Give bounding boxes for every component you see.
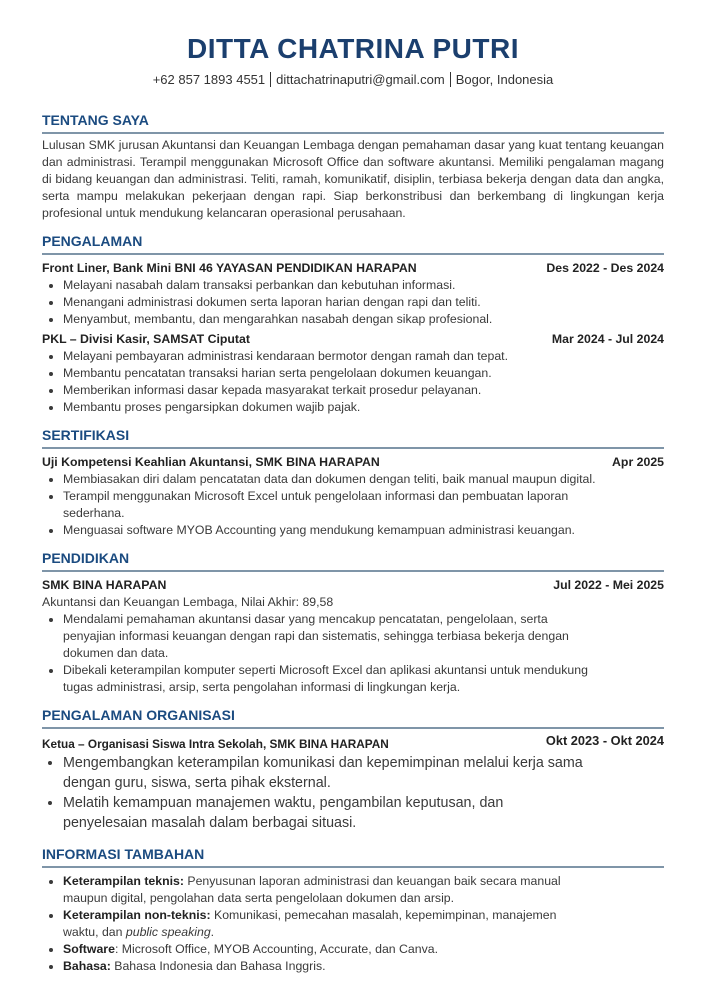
section-title-about: TENTANG SAYA [42,111,664,134]
item-label: Bahasa: [63,959,111,973]
list-item [63,907,584,941]
list-item: • Melatih kemampuan manajemen waktu, pengambilan keputusan, dan penyelesaian masalah dalam berbagai situasi. [63,793,584,833]
list-item: • Terampil menggunakan Microsoft Excel untuk pengelolaan informasi dan pembuatan laporan sederhana. [63,488,664,522]
item-label: Software [63,942,115,956]
certification-date: Apr 2025 [612,455,664,469]
bullet-list [42,873,664,975]
item-text: Bahasa Indonesia dan Bahasa Inggris. [110,959,326,973]
section-education [42,549,664,696]
list-item: • Membiasakan diri dalam pencatatan data dan dokumen dengan teliti, baik manual maupun digital. [63,471,664,488]
summary-text: Lulusan SMK jurusan Akuntansi dan Keuangan Lembaga dengan pemahaman dasar yang kuat tentang keuangan dan administrasi. Terampil menggunakan Microsoft Office dan software akuntansi. Memiliki pengalaman magang di bidang keuangan dan administrasi. Teliti, ramah, komunikatif, disiplin, terbiasa bekerja dengan data dan angka, serta mampu melakukan pekerjaan dengan rapi. Siap berkonstribusi dan berkembang di lingkungan kerja profesional untuk mendukung kelancaran operasional perusahaan. [42,138,664,220]
job-date: Des 2022 - Des 2024 [546,261,664,275]
section-additional [42,845,664,975]
experience-entry [42,331,664,416]
divider [450,72,451,87]
list-item: • Memberikan informasi dasar kepada masyarakat terkait prosedur pelayanan. [63,382,664,399]
email-address: dittachatrinaputri@gmail.com [276,72,445,87]
organization-date: Okt 2023 - Okt 2024 [545,733,664,748]
bullet-list [42,277,664,328]
bullet-list [42,471,664,539]
list-item: • Mengembangkan keterampilan komunikasi dan kepemimpinan melalui kerja sama dengan guru, siswa, serta pihak eksternal. [63,753,584,793]
candidate-name: DITTA CHATRINA PUTRI [187,33,519,64]
list-item: • Menangani administrasi dokumen serta laporan harian dengan rapi dan teliti. [63,294,664,311]
item-label: Keterampilan non-teknis: [63,908,211,922]
phone-number: +62 857 1893 4551 [152,72,266,87]
item-text: : Microsoft Office, MYOB Accounting, Accurate, dan Canva. [114,942,438,956]
item-text: Komunikasi, pemecahan masalah, kepemimpinan, manajemen waktu, dan [63,908,557,939]
list-item: • Menyambut, membantu, dan mengarahkan nasabah dengan sikap profesional. [63,311,664,328]
contact-line [42,71,664,89]
list-item: • Melayani nasabah dalam transaksi perbankan dan kebutuhan informasi. [63,277,664,294]
section-certification [42,426,664,539]
education-date: Jul 2022 - Mei 2025 [553,578,664,592]
bullet-list [42,611,664,696]
list-item: • Menguasai software MYOB Accounting yang mendukung kemampuan administrasi keuangan. [63,522,664,539]
location: Bogor, Indonesia [455,72,554,87]
certification-entry [42,454,664,539]
list-item [63,941,584,958]
list-item [63,958,584,975]
item-text: Penyusunan laporan administrasi dan keuangan baik secara manual maupun digital, pengolahan data serta pengelolaan dokumen dan arsip. [63,874,561,905]
organization-entry [42,732,664,833]
job-title: PKL – Divisi Kasir, SAMSAT Ciputat [42,332,250,346]
section-experience [42,232,664,416]
job-title: Front Liner, Bank Mini BNI 46 YAYASAN PENDIDIKAN HARAPAN [42,261,417,275]
certification-name: Uji Kompetensi Keahlian Akuntansi, SMK BINA HARAPAN [42,455,380,469]
item-label: Keterampilan teknis: [63,874,184,888]
list-item: • Membantu proses pengarsipkan dokumen wajib pajak. [63,399,664,416]
experience-entry [42,260,664,328]
bullet-list [42,348,664,416]
section-organization [42,706,664,833]
job-date: Mar 2024 - Jul 2024 [551,332,664,346]
list-item: • Dibekali keterampilan komputer seperti Microsoft Excel dan aplikasi akuntansi untuk mendukung tugas administrasi, arsip, serta pengolahan informasi di lingkungan kerja. [63,662,614,696]
bullet-list [42,753,664,833]
school-name: SMK BINA HARAPAN [42,578,167,592]
item-text-italic: public speaking [125,925,211,939]
organization-role: Ketua – Organisasi Siswa Intra Sekolah, SMK BINA HARAPAN [42,737,389,751]
section-title-additional: INFORMASI TAMBAHAN [42,845,664,868]
section-title-organization: PENGALAMAN ORGANISASI [42,706,664,729]
section-title-education: PENDIDIKAN [42,549,664,572]
divider [270,72,271,87]
education-entry [42,577,664,696]
list-item: • Melayani pembayaran administrasi kendaraan bermotor dengan ramah dan tepat. [63,348,664,365]
item-text: . [210,925,215,939]
list-item: • Mendalami pemahaman akuntansi dasar yang mencakup pencatatan, pengelolaan, serta penyajian informasi keuangan dengan rapi dan sistematis, sehingga terbiasa bekerja dengan dokumen dan data. [63,611,614,662]
list-item: • Membantu pencatatan transaksi harian serta pengelolaan dokumen keuangan. [63,365,664,382]
section-about [42,111,664,222]
section-title-certification: SERTIFIKASI [42,426,664,449]
education-detail: Akuntansi dan Keuangan Lembaga, Nilai Akhir: 89,58 [42,595,334,609]
list-item [63,873,584,907]
section-title-experience: PENGALAMAN [42,232,664,255]
